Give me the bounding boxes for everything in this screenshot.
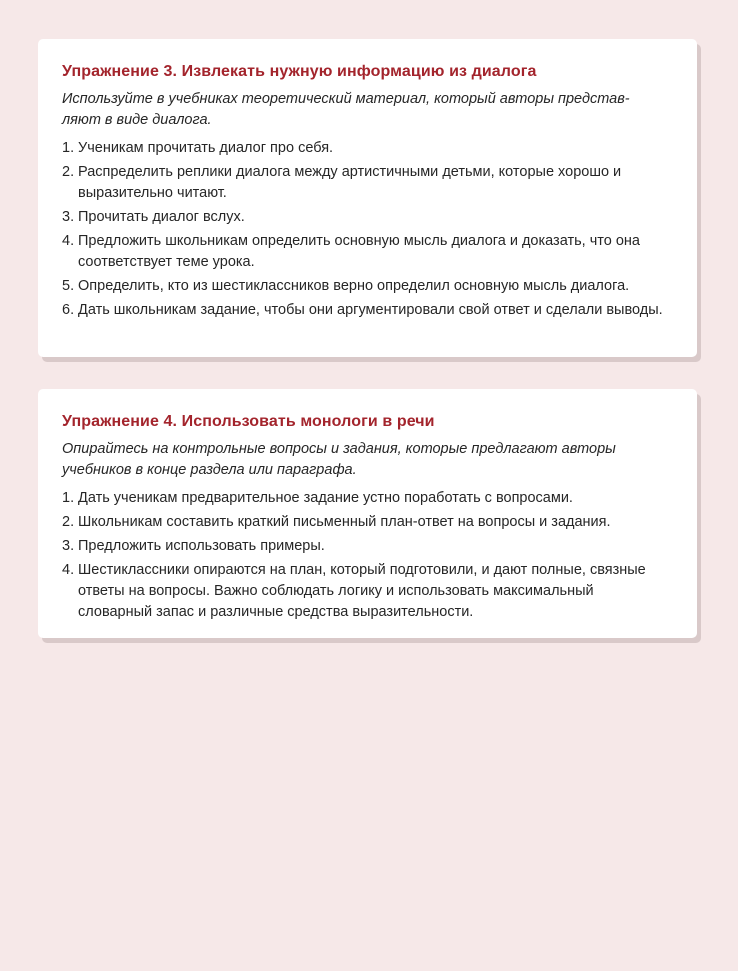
step-text: Предложить использовать примеры. xyxy=(78,538,325,554)
step-text: Определить, кто из шестиклассников верно определил основную мысль диалога. xyxy=(78,278,630,294)
step-text: Школьникам составить краткий письменный план-ответ на вопросы и задания. xyxy=(78,514,611,530)
exercise-3-title: Упражнение 3. Извлекать нужную информацию из диалога xyxy=(62,63,537,80)
step-text: Предложить школьникам определить основную мысль диалога и доказать, что она соответствует теме урока. xyxy=(78,233,640,270)
exercise-3-step xyxy=(62,231,667,273)
exercise-4-step xyxy=(62,560,667,623)
exercise-3-step xyxy=(62,276,667,297)
exercise-4-steps xyxy=(62,488,667,623)
exercise-4-step xyxy=(62,512,667,533)
step-text: Дать школьникам задание, чтобы они аргументировали свой ответ и сделали выводы. xyxy=(78,302,663,318)
step-text: Прочитать диалог вслух. xyxy=(78,209,245,225)
exercise-4-title: Упражнение 4. Использовать монологи в речи xyxy=(62,413,435,430)
step-number: 6. xyxy=(62,302,75,318)
step-number: 2. xyxy=(62,514,75,530)
step-number: 5. xyxy=(62,278,75,294)
exercise-3-step xyxy=(62,162,667,204)
step-number: 1. xyxy=(62,140,75,156)
exercise-3-step xyxy=(62,207,667,228)
exercise-3-step xyxy=(62,300,667,321)
step-number: 1. xyxy=(62,490,75,506)
step-text: Ученикам прочитать диалог про себя. xyxy=(78,140,334,156)
step-text: Дать ученикам предварительное задание устно поработать с вопросами. xyxy=(78,490,573,506)
exercise-3-intro: Используйте в учебниках теоретический материал, который авторы представ-ляют в виде диалога. xyxy=(62,91,630,128)
exercise-4-step xyxy=(62,536,667,557)
step-number: 2. xyxy=(62,164,75,180)
step-number: 3. xyxy=(62,209,75,225)
exercise-3-steps xyxy=(62,138,667,321)
step-text: Шестиклассники опираются на план, который подготовили, и дают полные, связные ответы на вопросы. Важно соблюдать логику и использовать максимальный словарный запас и различные средства выразительности. xyxy=(78,562,646,620)
exercise-3-card xyxy=(38,39,697,357)
step-number: 3. xyxy=(62,538,75,554)
exercise-4-card xyxy=(38,389,697,638)
exercise-3-step xyxy=(62,138,667,159)
exercise-4-intro: Опирайтесь на контрольные вопросы и задания, которые предлагают авторы учебников в конце раздела или параграфа. xyxy=(62,441,616,478)
exercise-4-step xyxy=(62,488,667,509)
step-text: Распределить реплики диалога между артистичными детьми, которые хорошо и выразительно читают. xyxy=(78,164,622,201)
step-number: 4. xyxy=(62,233,75,249)
step-number: 4. xyxy=(62,562,75,578)
